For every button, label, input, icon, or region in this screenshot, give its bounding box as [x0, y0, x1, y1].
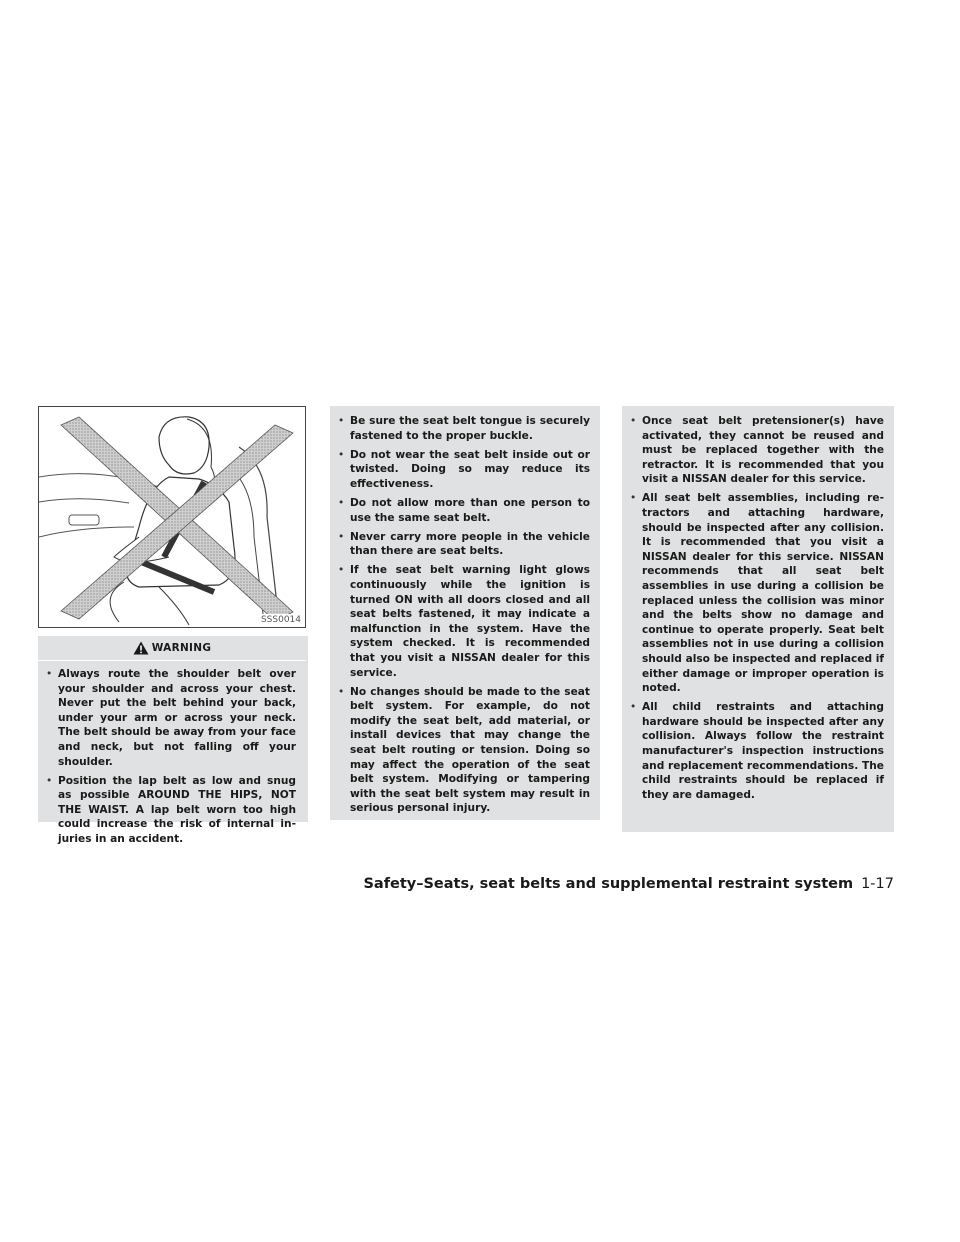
warning-header — [38, 636, 306, 661]
list-item: • All child restraints and attaching hardware should be inspected after any collision. Always follow the restraint manufacturer's inspection instructions and replacement recommendations. The child restraints should be replaced if they are damaged. — [630, 700, 884, 802]
list-item: • Do not allow more than one person to use the same seat belt. — [338, 496, 590, 525]
list-item: • Never carry more people in the vehicle than there are seat belts. — [338, 530, 590, 559]
section-title: Safety–Seats, seat belts and supplemental restraint system — [363, 876, 854, 892]
warning-title: WARNING — [151, 642, 212, 654]
warning-triangle-icon — [133, 641, 149, 655]
seatbelt-illustration — [38, 406, 306, 628]
list-item: • Once seat belt pretensioner(s) have activated, they cannot be reused and must be replaced together with the retractor. It is recommended that you visit a NISSAN dealer for this service. — [630, 414, 884, 487]
list-item: • Be sure the seat belt tongue is securely fastened to the proper buckle. — [338, 414, 590, 443]
list-item: • All seat belt assemblies, including retractors and attaching hardware, should be inspected after any collision. It is recommended that you visit a NISSAN dealer for this service. NISSAN recommends that all seat belt assemblies in use during a collision be replaced unless the collision was minor and the belts show no damage and continue to operate properly. Seat belt assemblies not in use during a collision should also be inspected and replaced if either damage or improper operation is noted. — [630, 491, 884, 695]
list-item: • Position the lap belt as low and snug as possible AROUND THE HIPS, NOT THE WAIST. A lap belt worn too high could increase the risk of internal injuries in an accident. — [46, 774, 296, 847]
page-number: 1-17 — [861, 876, 894, 892]
incorrect-belt-illustration-icon — [39, 407, 306, 628]
warning-list-col1 — [38, 667, 306, 847]
page-footer — [363, 876, 894, 892]
warning-box — [38, 636, 308, 846]
warning-box-col3 — [622, 406, 894, 832]
warning-box-col2 — [330, 406, 600, 820]
list-item: • Always route the shoulder belt over your shoulder and across your chest. Never put the belt behind your back, under your arm or across your neck. The belt should be away from your face and neck, but not falling off your shoulder. — [46, 667, 296, 769]
figure-code: SSS0014 — [260, 615, 301, 625]
list-item: • If the seat belt warning light glows continuously while the ignition is turned ON with all doors closed and all seat belts fastened, it may indicate a malfunction in the system. Have the system checked. It is recommended that you visit a NISSAN dealer for this service. — [338, 563, 590, 680]
list-item: • No changes should be made to the seat belt system. For example, do not modify the seat belt, add material, or install devices that may change the seat belt routing or tension. Doing so may affect the operation of the seat belt system. Modifying or tampering with the seat belt system may result in serious personal injury. — [338, 685, 590, 816]
warning-list-col2 — [330, 406, 600, 816]
warning-list-col3 — [622, 406, 894, 802]
list-item: • Do not wear the seat belt inside out or twisted. Doing so may reduce its effectiveness. — [338, 448, 590, 492]
